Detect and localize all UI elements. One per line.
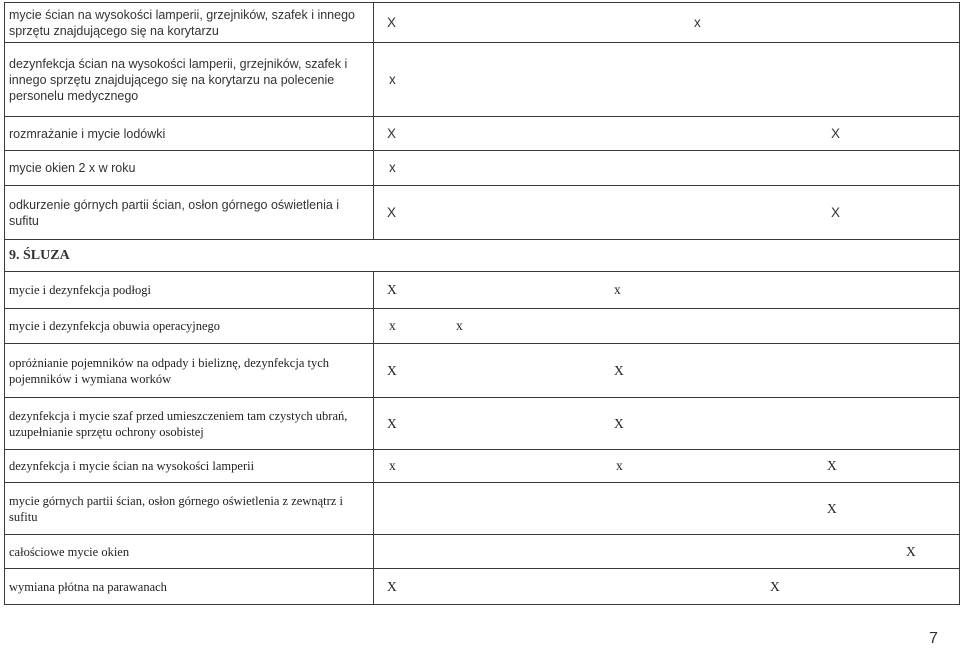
mark-x: X — [387, 14, 397, 30]
mark-x: x — [389, 160, 396, 175]
task-label: opróżnianie pojemników na odpady i bieliznę, dezynfekcja tych pojemników i wymiana worków — [5, 344, 374, 398]
table-row — [5, 3, 960, 43]
task-label: mycie okien 2 x w roku — [5, 151, 374, 186]
table-row — [5, 43, 960, 117]
mark-x: X — [614, 362, 624, 378]
table-row — [5, 398, 960, 450]
table-row — [5, 151, 960, 186]
mark-x: x — [614, 282, 621, 297]
frequency-cell — [374, 3, 960, 43]
page-number: 7 — [929, 630, 938, 647]
frequency-cell — [374, 272, 960, 309]
mark-x: X — [827, 458, 837, 473]
mark-x: x — [694, 14, 701, 30]
task-label: dezynfekcja ścian na wysokości lamperii, grzejników, szafek i innego sprzętu znajdującego się na korytarzu na polecenie personelu medycznego — [5, 43, 374, 117]
mark-x: x — [389, 318, 396, 333]
mark-x: X — [387, 578, 397, 594]
section-row — [5, 240, 960, 272]
table-row — [5, 309, 960, 344]
table-row — [5, 569, 960, 605]
frequency-cell — [374, 117, 960, 151]
task-label: mycie i dezynfekcja obuwia operacyjnego — [5, 309, 374, 344]
table-row — [5, 344, 960, 398]
mark-x: X — [614, 415, 624, 431]
mark-x: X — [827, 500, 837, 516]
frequency-cell — [374, 483, 960, 535]
section-heading — [5, 240, 960, 272]
frequency-cell — [374, 186, 960, 240]
frequency-cell — [374, 309, 960, 344]
task-label: dezynfekcja i mycie ścian na wysokości lamperii — [5, 450, 374, 483]
task-label: mycie i dezynfekcja podłogi — [5, 272, 374, 309]
cleaning-schedule-table — [4, 2, 960, 605]
mark-x: x — [389, 71, 396, 87]
frequency-cell — [374, 450, 960, 483]
frequency-cell — [374, 569, 960, 605]
mark-x: X — [831, 204, 841, 220]
mark-x: x — [389, 458, 396, 473]
table-row — [5, 535, 960, 569]
mark-x: X — [387, 415, 397, 431]
section-title: 9. ŚLUZA — [9, 248, 70, 263]
frequency-cell — [374, 151, 960, 186]
task-label: odkurzenie górnych partii ścian, osłon górnego oświetlenia i sufitu — [5, 186, 374, 240]
table-row — [5, 117, 960, 151]
table-row — [5, 450, 960, 483]
frequency-cell — [374, 344, 960, 398]
task-label: wymiana płótna na parawanach — [5, 569, 374, 605]
mark-x: X — [770, 578, 780, 594]
mark-x: x — [456, 318, 463, 333]
mark-x: x — [616, 458, 623, 473]
table-row — [5, 272, 960, 309]
frequency-cell — [374, 535, 960, 569]
frequency-cell — [374, 398, 960, 450]
task-label: dezynfekcja i mycie szaf przed umieszczeniem tam czystych ubrań, uzupełnianie sprzętu ochrony osobistej — [5, 398, 374, 450]
mark-x: X — [387, 204, 397, 220]
mark-x: X — [387, 362, 397, 378]
table-row — [5, 186, 960, 240]
table-row — [5, 483, 960, 535]
mark-x: X — [831, 125, 841, 141]
task-label: mycie ścian na wysokości lamperii, grzejników, szafek i innego sprzętu znajdującego się na korytarzu — [5, 3, 374, 43]
mark-x: X — [387, 282, 397, 297]
task-label: rozmrażanie i mycie lodówki — [5, 117, 374, 151]
mark-x: X — [906, 543, 916, 559]
task-label: całościowe mycie okien — [5, 535, 374, 569]
task-label: mycie górnych partii ścian, osłon górnego oświetlenia z zewnątrz i sufitu — [5, 483, 374, 535]
frequency-cell — [374, 43, 960, 117]
mark-x: X — [387, 125, 397, 141]
